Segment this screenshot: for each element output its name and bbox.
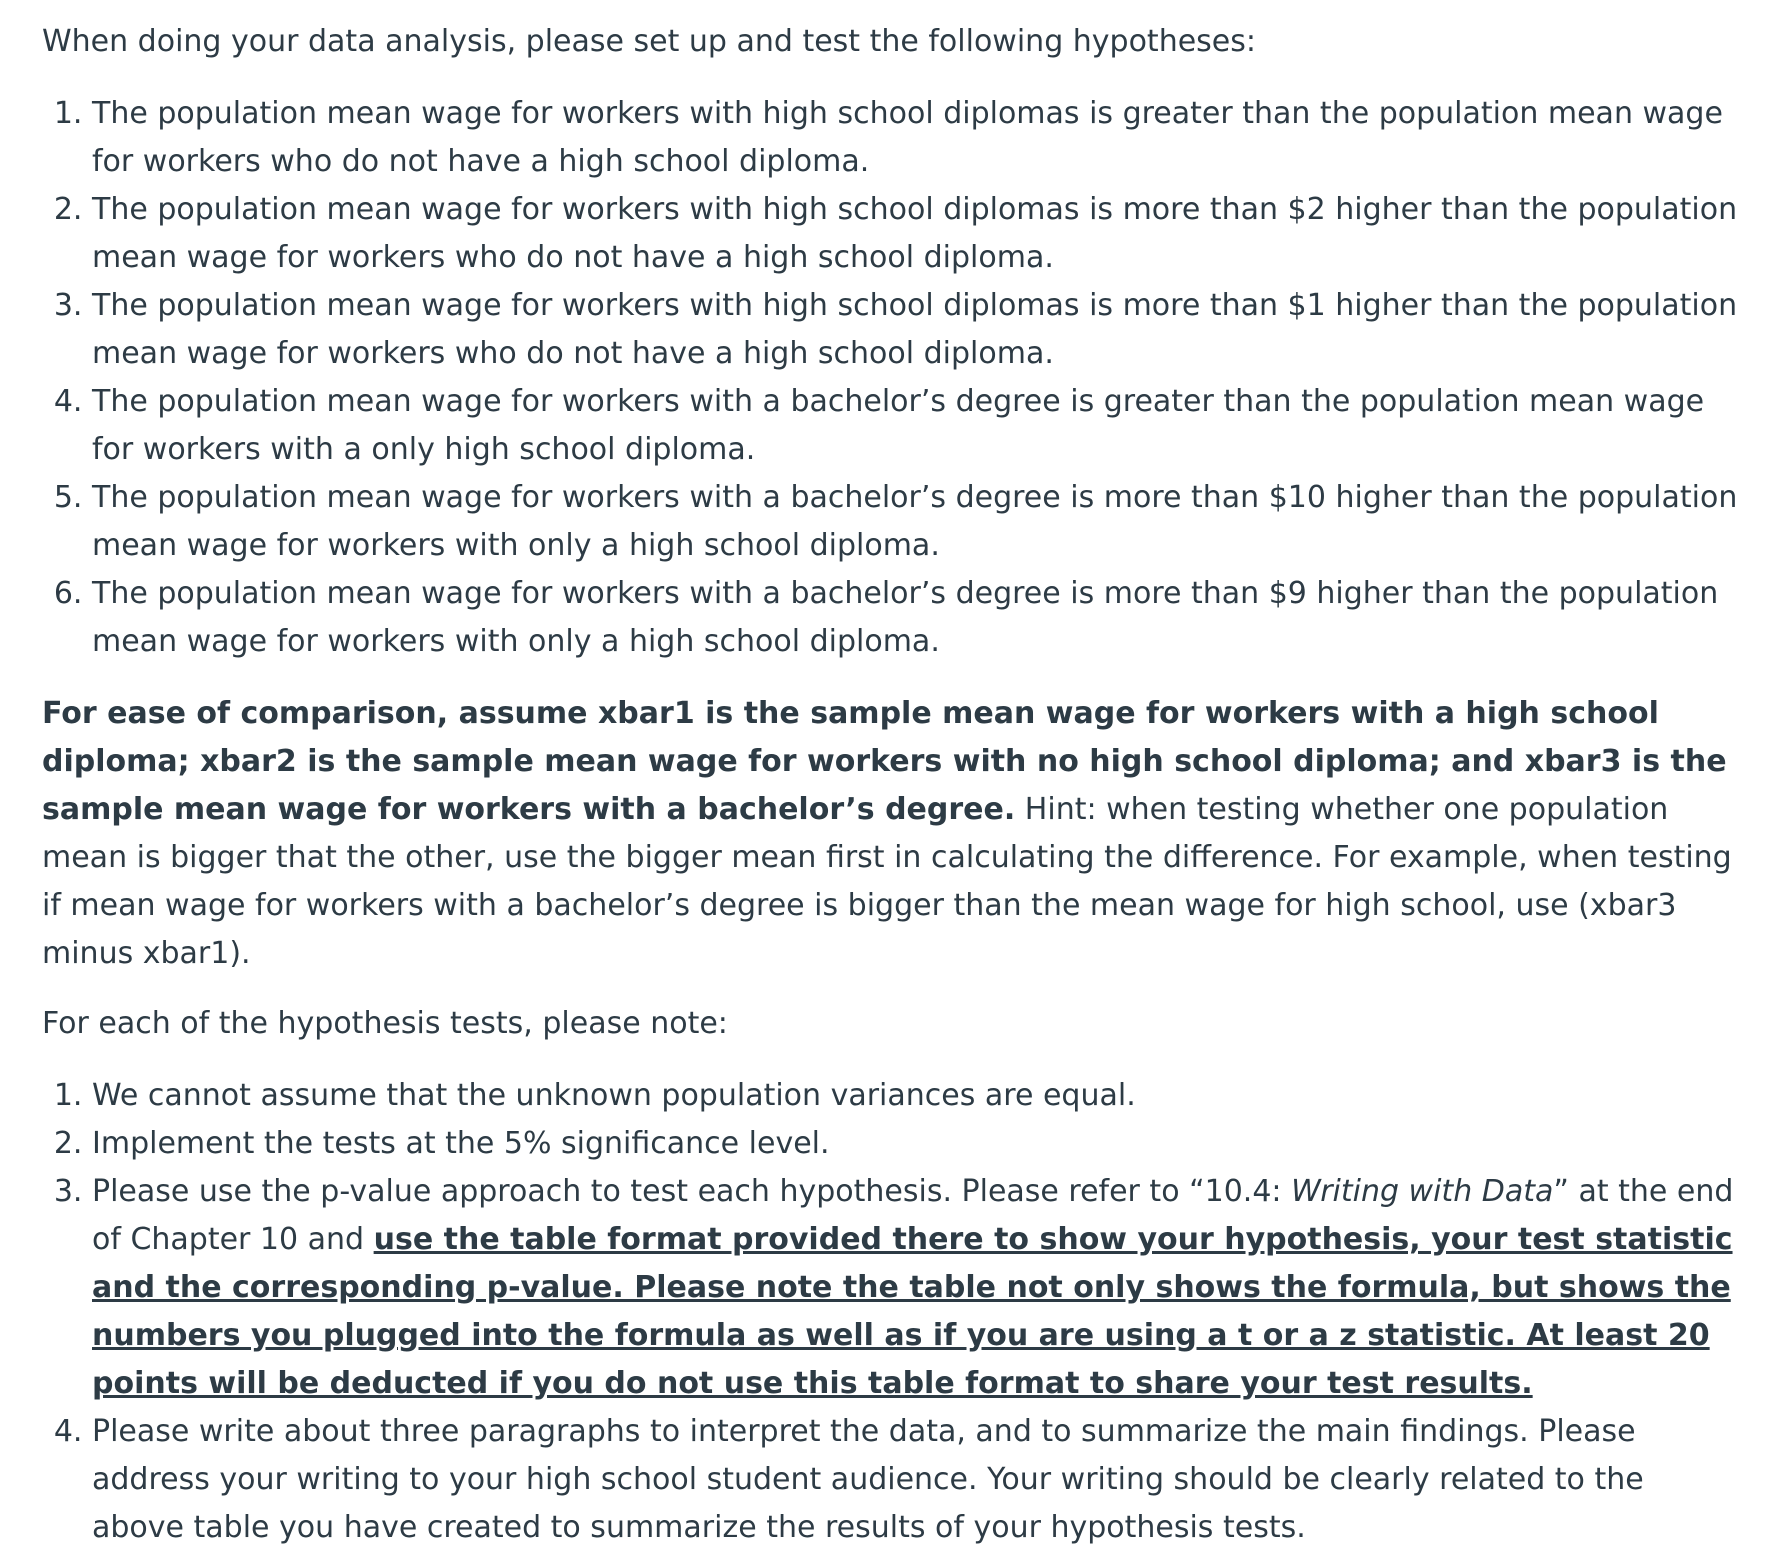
hypothesis-item-4: 4. The population mean wage for workers with a bachelor’s degree is greater than the population mean wage for workers with a only high school diploma. — [92, 378, 1742, 474]
assumption-bold-text: For ease of comparison, assume xbar1 is the sample mean wage for workers with a high school diploma; xbar2 is the sample mean wage for workers with no high school diploma; and xbar3 is the sample mean wage for workers with a bachelor’s degree. — [42, 696, 1727, 827]
note-item-1: 1. We cannot assume that the unknown population variances are equal. — [92, 1072, 1742, 1120]
note-item-2: 2. Implement the tests at the 5% significance level. — [92, 1120, 1742, 1168]
intro-paragraph: When doing your data analysis, please set up and test the following hypotheses: — [42, 24, 1256, 59]
note-3-italic-title: Writing with Data — [1291, 1174, 1554, 1209]
note-3-text-b: ” at the end of Chapter 10 and — [92, 1174, 1734, 1257]
hypothesis-item-3: 3. The population mean wage for workers with high school diplomas is more than $1 higher than the population mean wage for workers who do not have a high school diploma. — [92, 282, 1742, 378]
hypothesis-item-5: 5. The population mean wage for workers with a bachelor’s degree is more than $10 higher than the population mean wage for workers with only a high school diploma. — [92, 474, 1742, 570]
note-item-4: 4. Please write about three paragraphs to interpret the data, and to summarize the main findings. Please address your writing to your high school student audience. Your writing should be clearly related to the above table you have created to summarize the results of your hypothesis tests. — [92, 1408, 1742, 1552]
notes-list — [42, 1072, 1742, 1552]
hypothesis-item-6: 6. The population mean wage for workers with a bachelor’s degree is more than $9 higher than the population mean wage for workers with only a high school diploma. — [92, 570, 1742, 666]
notes-intro: For each of the hypothesis tests, please note: — [42, 1006, 728, 1041]
hypothesis-item-1: 1. The population mean wage for workers with high school diplomas is greater than the population mean wage for workers who do not have a high school diploma. — [92, 90, 1742, 186]
hypotheses-list — [42, 90, 1742, 666]
note-3-text-a: Please use the p-value approach to test each hypothesis. Please refer to “10.4: — [92, 1174, 1292, 1209]
note-3-underlined-requirement: use the table format provided there to show your hypothesis, your test statistic and the corresponding p-value. Please note the table not only shows the formula, but shows the numbers you plugged into the formula as well as if you are using a t or a z statistic. At least 20 points will be deducted if you do not use this table format to share your test results. — [92, 1222, 1733, 1401]
document-body — [42, 18, 1742, 1552]
assumption-paragraph — [42, 690, 1742, 978]
hint-text: Hint: when testing whether one population mean is bigger that the other, use the bigger mean first in calculating the difference. For example, when testing if mean wage for workers with a bachelor’s degree is bigger than the mean wage for high school, use (xbar3 minus xbar1). — [42, 792, 1732, 971]
hypothesis-item-2: 2. The population mean wage for workers with high school diplomas is more than $2 higher than the population mean wage for workers who do not have a high school diploma. — [92, 186, 1742, 282]
note-item-3 — [92, 1168, 1742, 1408]
